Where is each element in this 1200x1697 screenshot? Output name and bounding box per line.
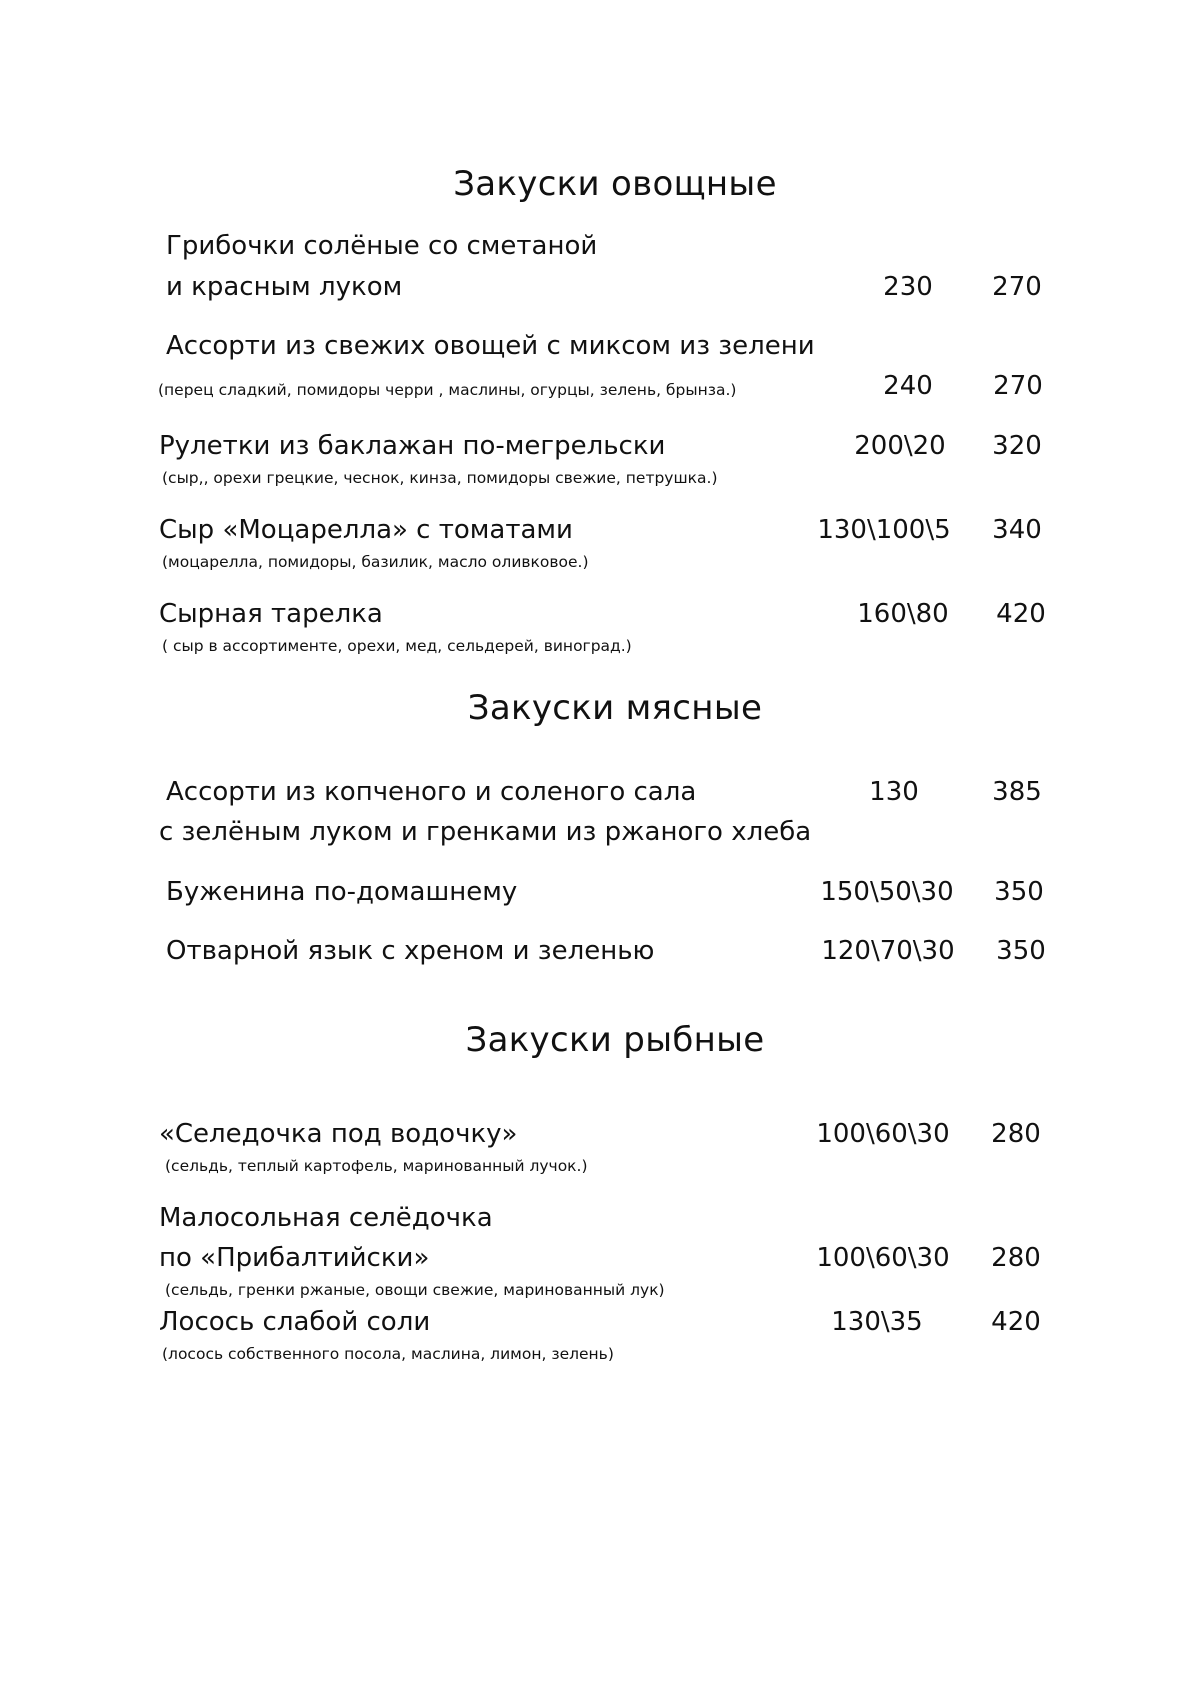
item-weight: 100\60\30 — [816, 1119, 950, 1149]
item-price: 420 — [996, 599, 1046, 629]
item-name: Отварной язык с хреном и зеленью — [166, 936, 655, 966]
item-weight: 130\35 — [831, 1307, 923, 1337]
item-weight: 100\60\30 — [816, 1243, 950, 1273]
item-name: Сыр «Моцарелла» с томатами — [159, 515, 573, 545]
item-weight: 240 — [883, 371, 933, 401]
item-description: (моцарелла, помидоры, базилик, масло оливковое.) — [162, 553, 589, 571]
section-title-vegetable: Закуски овощные — [453, 164, 777, 204]
item-weight: 230 — [883, 272, 933, 302]
section-title-fish: Закуски рыбные — [465, 1020, 765, 1060]
item-description: (перец сладкий, помидоры черри , маслины, огурцы, зелень, брынза.) — [158, 381, 737, 399]
item-price: 280 — [991, 1243, 1041, 1273]
item-price: 420 — [991, 1307, 1041, 1337]
item-price: 320 — [992, 431, 1042, 461]
item-price: 270 — [993, 371, 1043, 401]
item-name-line1: Ассорти из копченого и соленого сала — [166, 777, 697, 807]
item-description: (лосось собственного посола, маслина, лимон, зелень) — [162, 1345, 614, 1363]
item-name-line1: Малосольная селёдочка — [159, 1203, 493, 1233]
item-price: 350 — [994, 877, 1044, 907]
item-description: ( сыр в ассортименте, орехи, мед, сельдерей, виноград.) — [162, 637, 632, 655]
section-title-meat: Закуски мясные — [467, 688, 763, 728]
item-weight: 150\50\30 — [820, 877, 954, 907]
item-name: Ассорти из свежих овощей с миксом из зелени — [166, 331, 815, 361]
item-name: Сырная тарелка — [159, 599, 383, 629]
item-name: Буженина по-домашнему — [166, 877, 518, 907]
item-name: Лосось слабой соли — [159, 1307, 431, 1337]
item-name: Рулетки из баклажан по-мегрельски — [159, 431, 666, 461]
item-weight: 200\20 — [854, 431, 946, 461]
item-weight: 130 — [869, 777, 919, 807]
item-name-line2: по «Прибалтийски» — [159, 1243, 430, 1273]
item-weight: 130\100\5 — [817, 515, 951, 545]
item-price: 340 — [992, 515, 1042, 545]
item-name-line1: Грибочки солёные со сметаной — [166, 231, 598, 261]
item-description: (сельдь, теплый картофель, маринованный лучок.) — [165, 1157, 588, 1175]
item-price: 270 — [992, 272, 1042, 302]
item-weight: 160\80 — [857, 599, 949, 629]
item-price: 280 — [991, 1119, 1041, 1149]
item-description: (сыр,, орехи грецкие, чеснок, кинза, помидоры свежие, петрушка.) — [162, 469, 718, 487]
item-name: «Селедочка под водочку» — [159, 1119, 518, 1149]
item-price: 350 — [996, 936, 1046, 966]
item-price: 385 — [992, 777, 1042, 807]
item-name-line2: с зелёным луком и гренками из ржаного хлеба — [159, 817, 812, 847]
item-description: (сельдь, гренки ржаные, овощи свежие, маринованный лук) — [165, 1281, 665, 1299]
item-name-line2: и красным луком — [166, 272, 403, 302]
item-weight: 120\70\30 — [821, 936, 955, 966]
